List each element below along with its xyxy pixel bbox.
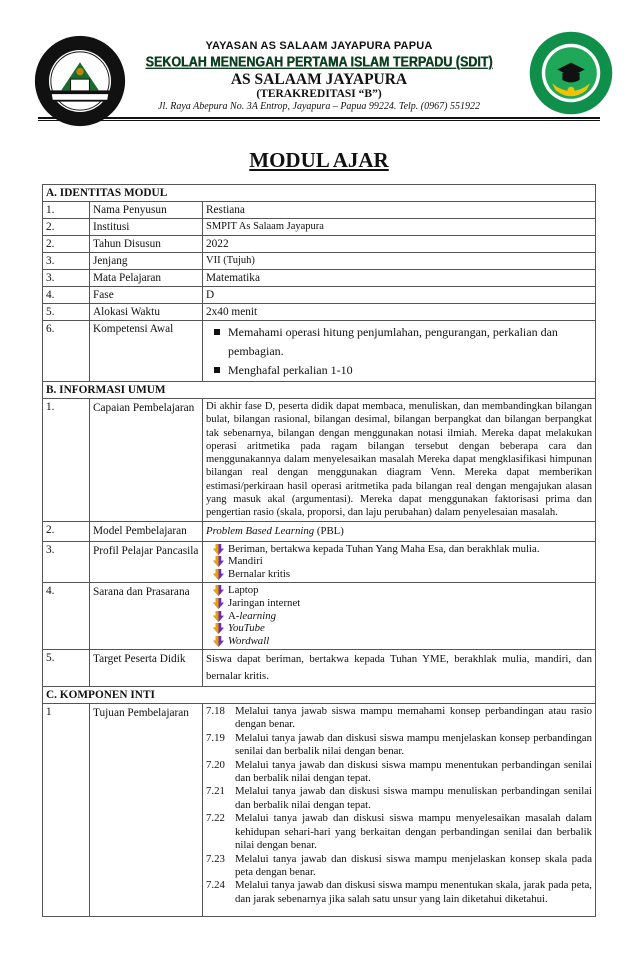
row-value: Restiana [203, 202, 596, 219]
row-number: 4. [43, 287, 90, 304]
section-heading [43, 687, 596, 704]
module-table [42, 184, 596, 917]
list-item: Memahami operasi hitung penjumlahan, pengurangan, perkalian dan pembagian. [228, 323, 592, 361]
row-number: 1. [43, 202, 90, 219]
accreditation: (TERAKREDITASI “B”) [256, 88, 382, 100]
table-row [43, 304, 596, 321]
row-label: Model Pembelajaran [90, 521, 203, 541]
list-item: 7.23 Melalui tanya jawab dan diskusi siswa mampu menjelaskan konsep skala pada peta dengan benar. [206, 852, 592, 878]
header-rule-thick [38, 117, 600, 119]
model-name: Problem Based Learning [206, 525, 315, 538]
list-item: A-learning [228, 610, 592, 623]
arrow-bullet-icon [213, 569, 224, 580]
model-abbr: (PBL) [314, 525, 344, 538]
profil-list [206, 543, 592, 581]
capaian-text: Di akhir fase D, peserta didik dapat membaca, menuliskan, dan membandingkan bilangan bulat, bilangan rasional, bilangan desimal, bilangan berpangkat dan bilangan berpangkat tak sebenarnya, bilangan dengan menggunakan notasi ilmiah. Mereka dapat melakukan operasi aritmetika pada ragam bilangan tersebut dengan beberapa cara dan menggunakannya dalam menyelesaikan masalah Mereka dapat mengklasifikasi himpunan bilangan real dengan menggunakan diagram Venn. Mereka dapat memberikan estimasi/perkiraan hasil operasi aritmetika pada bilangan real dengan mengajukan alasan yang masuk akal (argumentasi). Mereka dapat menggunakan faktorisasi prima dan pengertian rasio (skala, proporsi, dan laju perubahan) dalam penyelesaian masalah. [203, 399, 596, 522]
arrow-bullet-icon [213, 611, 224, 622]
sarana-list [206, 584, 592, 648]
list-item: 7.18 Melalui tanya jawab siswa mampu memahami konsep perbandingan atau rasio dengan benar. [206, 705, 592, 731]
row-label: Target Peserta Didik [90, 650, 203, 687]
row-label: Kompetensi Awal [90, 321, 203, 382]
row-value [203, 704, 596, 917]
arrow-bullet-icon [213, 556, 224, 567]
row-value: Matematika [203, 270, 596, 287]
row-value [203, 583, 596, 650]
arrow-bullet-icon [213, 585, 224, 596]
row-number: 3. [43, 253, 90, 270]
row-number: 1 [43, 704, 90, 917]
list-item: 7.19 Melalui tanya jawab dan diskusi siswa mampu menjelaskan konsep perbandingan senilai dan berbalik nilai dengan benar. [206, 731, 592, 758]
header-rule-thin [38, 120, 600, 121]
table-row [43, 219, 596, 236]
table-row [43, 521, 596, 541]
row-number: 1. [43, 399, 90, 522]
row-value [203, 541, 596, 582]
kompetensi-list [206, 323, 592, 380]
row-value [203, 321, 596, 382]
table-row [43, 650, 596, 687]
row-label: Mata Pelajaran [90, 270, 203, 287]
table-row [43, 321, 596, 382]
row-label: Nama Penyusun [90, 202, 203, 219]
arrow-bullet-icon [213, 623, 224, 634]
row-value: D [203, 287, 596, 304]
table-row [43, 236, 596, 253]
address: Jl. Raya Abepura No. 3A Entrop, Jayapura – Papua 99224. Telp. (0967) 551922 [158, 101, 480, 112]
list-item: YouTube [228, 622, 592, 635]
row-number: 2. [43, 236, 90, 253]
foundation-name: YAYASAN AS SALAAM JAYAPURA PAPUA [205, 40, 433, 52]
table-row [43, 270, 596, 287]
row-value: Siswa dapat beriman, bertakwa kepada Tuhan YME, berakhlak mulia, mandiri, dan bernalar kritis. [203, 650, 596, 687]
row-value: VII (Tujuh) [203, 253, 596, 270]
table-row [43, 253, 596, 270]
arrow-bullet-icon [213, 598, 224, 609]
list-item: Wordwall [228, 635, 592, 648]
row-number: 5. [43, 304, 90, 321]
section-c-heading: C. KOMPONEN INTI [43, 687, 596, 704]
row-number: 2. [43, 219, 90, 236]
row-label: Alokasi Waktu [90, 304, 203, 321]
row-label: Tujuan Pembelajaran [90, 704, 203, 917]
arrow-bullet-icon [213, 636, 224, 647]
section-heading [43, 185, 596, 202]
school-name: AS SALAAM JAYAPURA [230, 71, 408, 88]
tujuan-list [206, 705, 592, 906]
section-a-heading: A. IDENTITAS MODUL [43, 185, 596, 202]
document-title: MODUL AJAR [249, 148, 389, 172]
table-row [43, 583, 596, 650]
list-item: Beriman, bertakwa kepada Tuhan Yang Maha Esa, dan berakhlak mulia. [228, 543, 592, 556]
row-number: 2. [43, 521, 90, 541]
row-value [203, 521, 596, 541]
list-item: 7.21 Melalui tanya jawab dan diskusi siswa mampu menuliskan perbandingan senilai dan berbalik nilai dengan tepat. [206, 785, 592, 811]
row-label: Fase [90, 287, 203, 304]
row-value: 2022 [203, 236, 596, 253]
section-heading [43, 382, 596, 399]
school-type: SEKOLAH MENENGAH PERTAMA ISLAM TERPADU (SDIT) [145, 53, 493, 71]
list-item: 7.20 Melalui tanya jawab dan diskusi siswa mampu menentukan perbandingan senilai dan berbalik nilai dengan tepat. [206, 758, 592, 785]
table-row [43, 202, 596, 219]
row-value: 2x40 menit [203, 304, 596, 321]
row-number: 3. [43, 270, 90, 287]
list-item: Jaringan internet [228, 597, 592, 610]
row-number: 6. [43, 321, 90, 382]
row-number: 3. [43, 541, 90, 582]
table-row [43, 399, 596, 522]
row-label: Capaian Pembelajaran [90, 399, 203, 522]
row-label: Sarana dan Prasarana [90, 583, 203, 650]
table-row [43, 704, 596, 917]
table-row [43, 541, 596, 582]
list-item: 7.24 Melalui tanya jawab dan diskusi siswa mampu menentukan skala, jarak pada peta, dan jarak sebenarnya jika salah satu unsur yang lain diketahui diketahui. [206, 879, 592, 905]
row-label: Jenjang [90, 253, 203, 270]
row-number: 4. [43, 583, 90, 650]
section-b-heading: B. INFORMASI UMUM [43, 382, 596, 399]
list-item: Bernalar kritis [228, 568, 592, 581]
row-value: SMPIT As Salaam Jayapura [203, 219, 596, 236]
arrow-bullet-icon [213, 544, 224, 555]
row-label: Profil Pelajar Pancasila [90, 541, 203, 582]
letterhead [0, 0, 638, 130]
row-label: Institusi [90, 219, 203, 236]
row-number: 5. [43, 650, 90, 687]
list-item: Menghafal perkalian 1-10 [228, 361, 592, 380]
list-item: 7.22 Melalui tanya jawab dan diskusi siswa mampu menyelesaikan masalah dalam kehidupan sehari-hari yang berkaitan dengan perbandingan senilai dan berbalik nilai dengan benar. [206, 812, 592, 852]
row-label: Tahun Disusun [90, 236, 203, 253]
list-item: Laptop [228, 584, 592, 597]
table-row [43, 287, 596, 304]
list-item: Mandiri [228, 555, 592, 568]
